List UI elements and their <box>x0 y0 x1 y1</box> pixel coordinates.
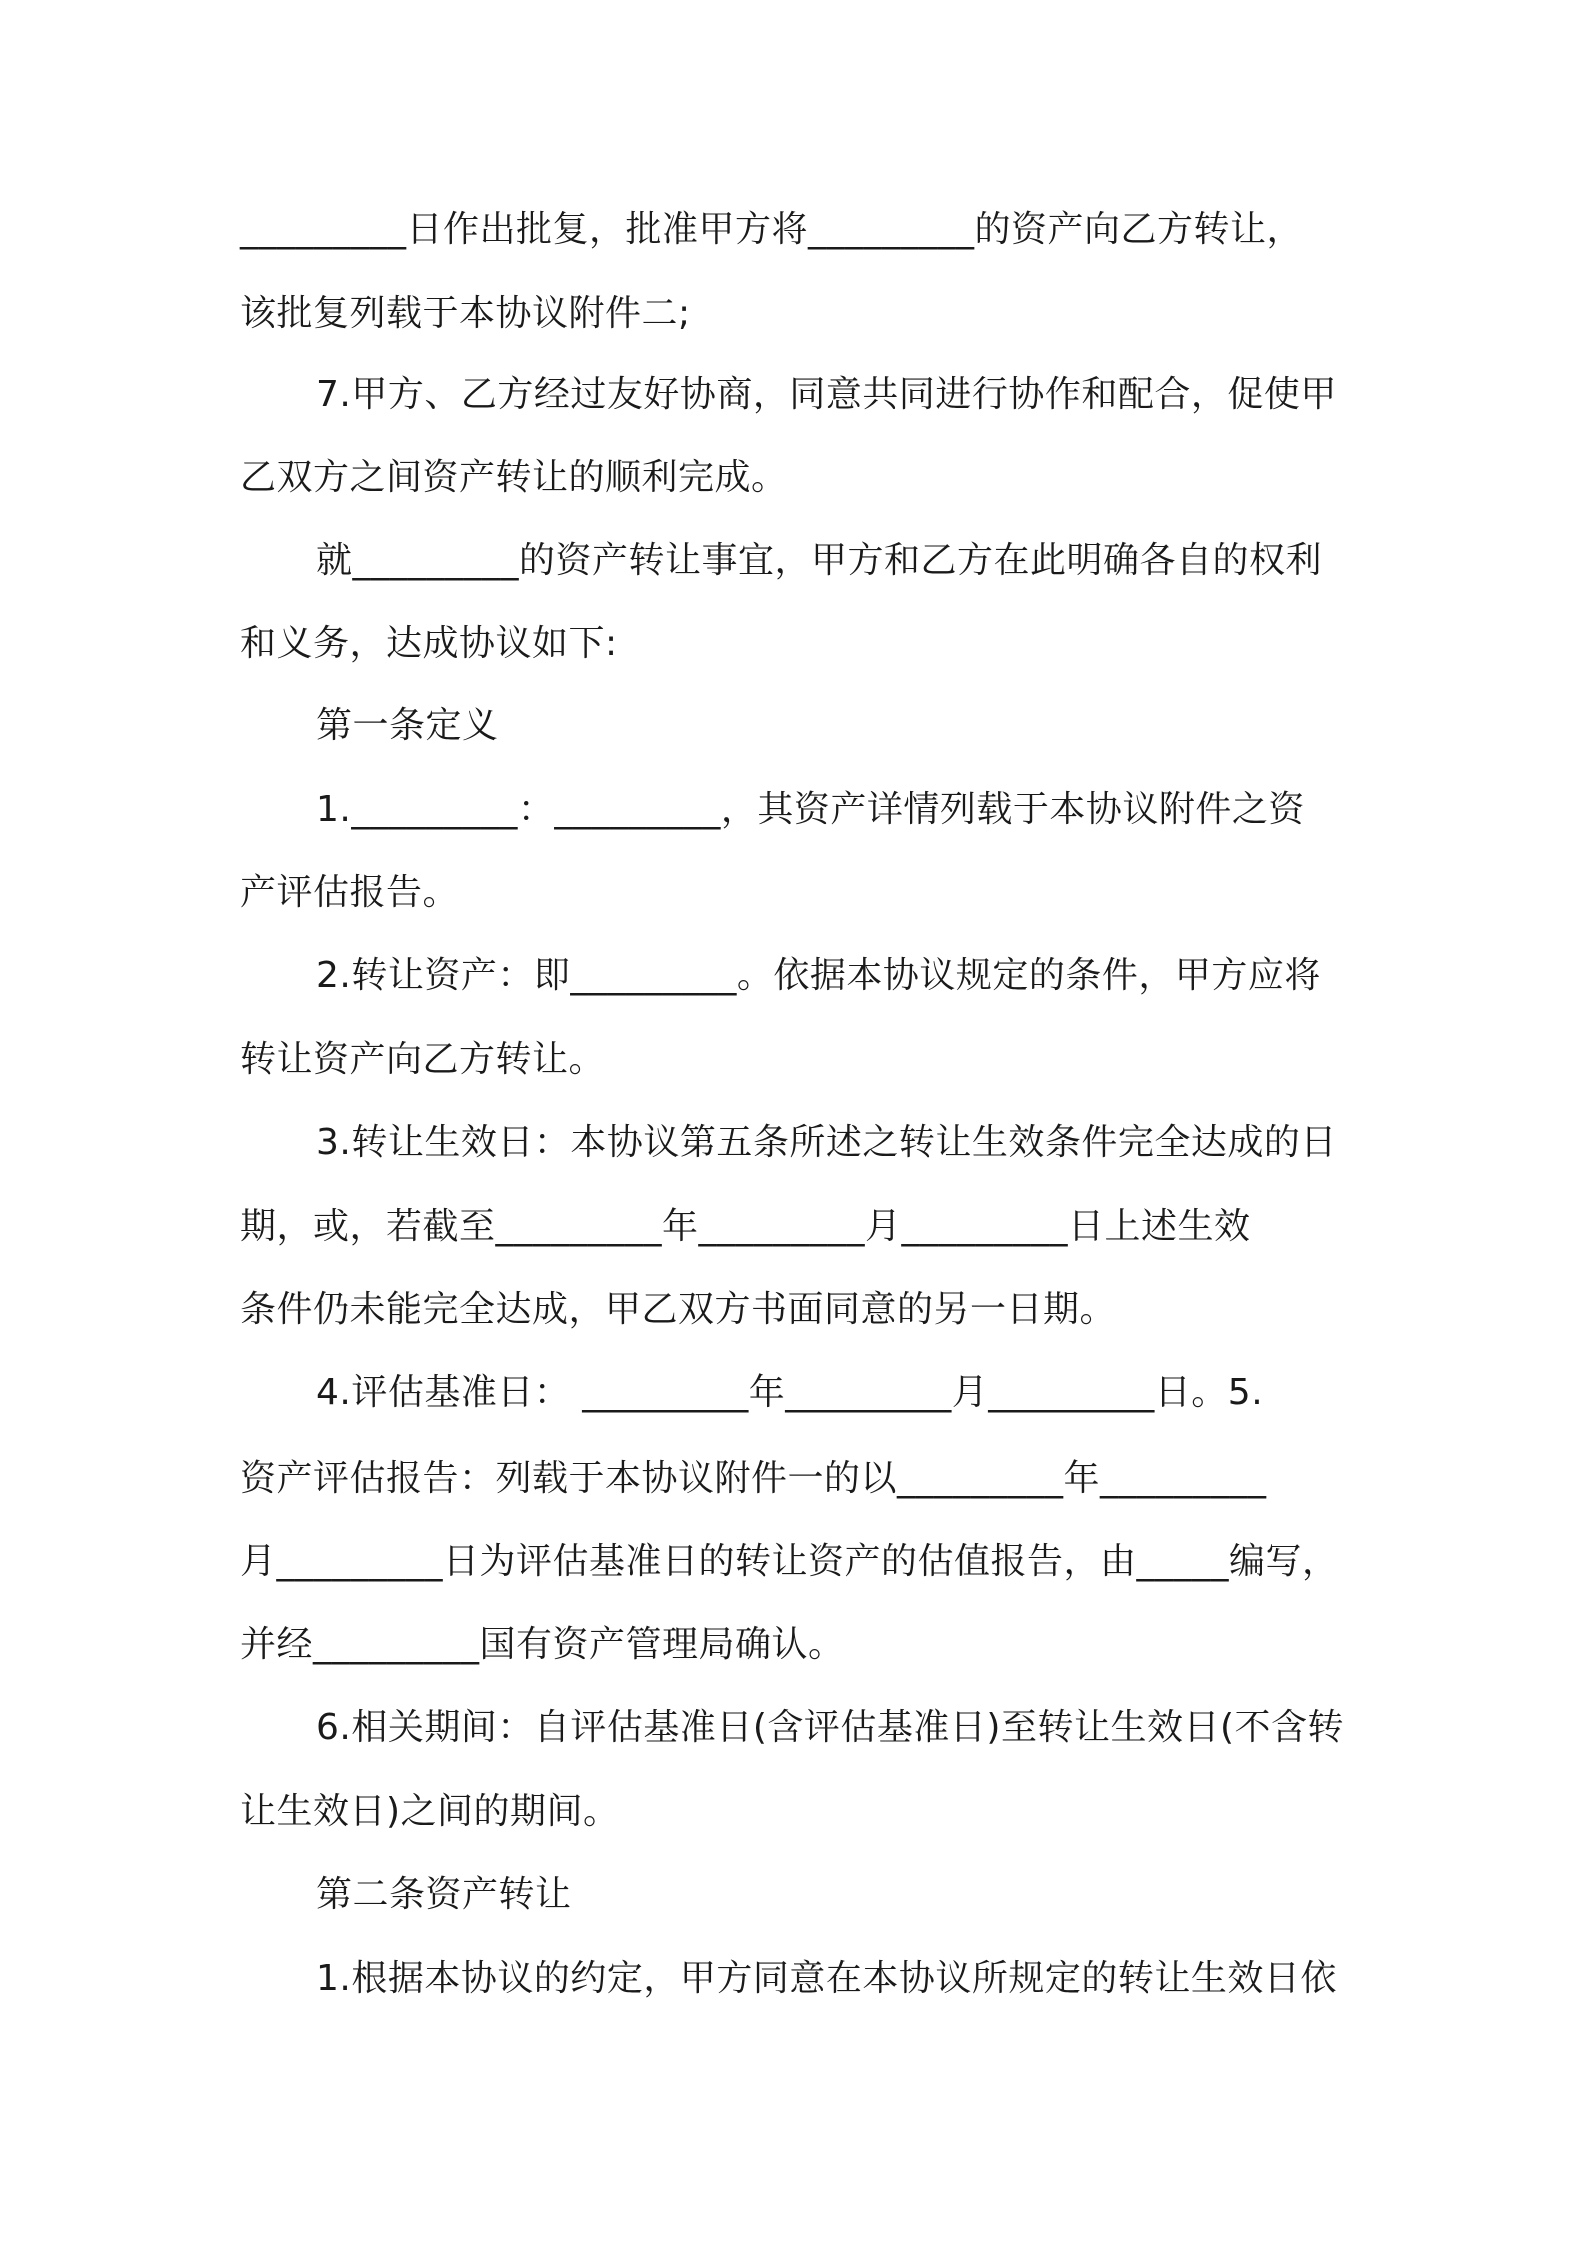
text-line: 转让资产向乙方转让。 <box>240 1039 606 1080</box>
text-line: 1.根据本协议的约定，甲方同意在本协议所规定的转让生效日依 <box>316 1958 1337 1999</box>
text-line: 并经_________国有资产管理局确认。 <box>240 1624 845 1665</box>
text-line: 3.转让生效日：本协议第五条所述之转让生效条件完全达成的日 <box>316 1122 1337 1163</box>
text-line: 产评估报告。 <box>240 872 460 913</box>
text-line: 乙双方之间资产转让的顺利完成。 <box>240 457 788 498</box>
text-line: 1._________：_________，其资产详情列载于本协议附件之资 <box>316 789 1305 830</box>
text-line: 资产评估报告：列载于本协议附件一的以_________年_________ <box>240 1458 1267 1499</box>
text-line: 4.评估基准日： _________年_________月_________日。5. <box>316 1372 1264 1413</box>
text-line: _________日作出批复，批准甲方将_________的资产向乙方转让， <box>240 209 1304 250</box>
section-heading: 第一条定义 <box>316 705 499 746</box>
text-line: 该批复列载于本协议附件二; <box>240 293 691 334</box>
text-line: 期，或，若截至_________年_________月_________日上述生效 <box>240 1206 1251 1247</box>
text-line: 和义务，达成协议如下: <box>240 623 618 664</box>
section-heading: 第二条资产转让 <box>316 1874 572 1915</box>
text-line: 月_________日为评估基准日的转让资产的估值报告，由_____编写， <box>240 1541 1339 1582</box>
text-line: 让生效日)之间的期间。 <box>240 1791 620 1832</box>
text-line: 6.相关期间：自评估基准日(含评估基准日)至转让生效日(不含转 <box>316 1707 1344 1748</box>
text-line: 2.转让资产：即_________。依据本协议规定的条件，甲方应将 <box>316 955 1321 996</box>
text-line: 7.甲方、乙方经过友好协商，同意共同进行协作和配合，促使甲 <box>316 374 1337 415</box>
text-line: 条件仍未能完全达成，甲乙双方书面同意的另一日期。 <box>240 1289 1117 1330</box>
text-line: 就_________的资产转让事宜，甲方和乙方在此明确各自的权利 <box>316 540 1323 581</box>
